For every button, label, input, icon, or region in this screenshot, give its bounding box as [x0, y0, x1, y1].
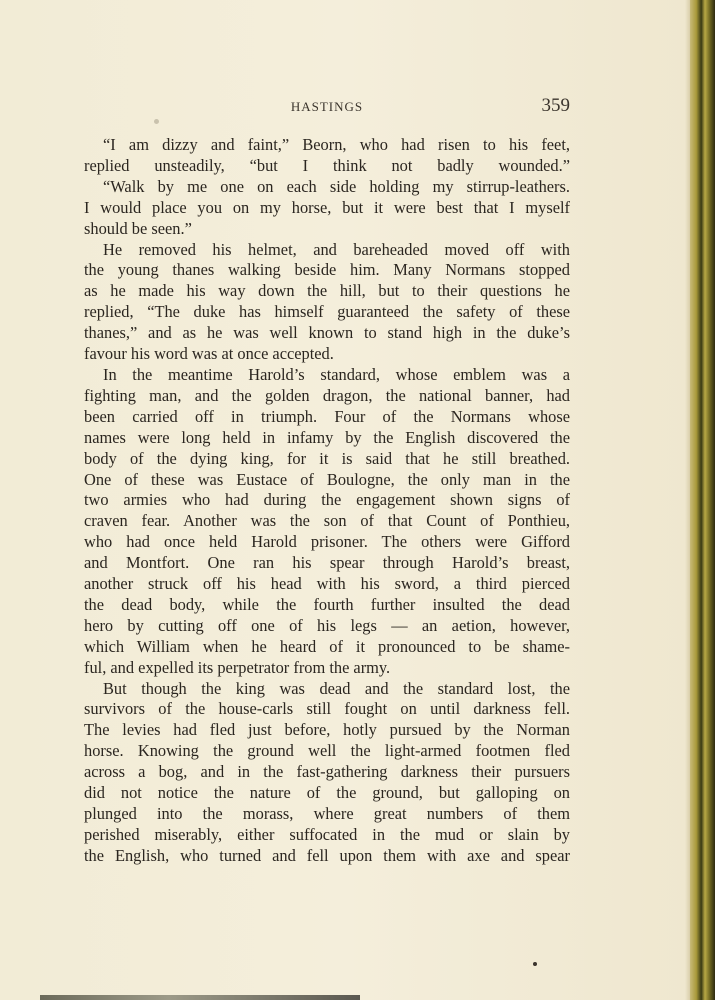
ink-speck: [154, 119, 159, 124]
text-line: body of the dying king, for it is said that he still breathed.: [84, 448, 570, 468]
text-line: perished miserably, either suffocated in the mud or slain by: [84, 824, 570, 844]
page-header: [84, 97, 570, 117]
text-line: as he made his way down the hill, but to their questions he: [84, 281, 570, 301]
text-line: hero by cutting off one of his legs — an aetion, however,: [84, 615, 570, 635]
text-line: The levies had fled just before, hotly pursued by the Norman: [84, 720, 570, 740]
text-line: should be seen.”: [84, 218, 192, 238]
text-line: In the meantime Harold’s standard, whose emblem was a: [103, 364, 570, 384]
page-number: 359: [541, 95, 570, 116]
text-line: “Walk by me one on each side holding my stirrup-leathers.: [103, 176, 570, 196]
text-line: across a bog, and in the fast-gathering darkness their pursuers: [84, 762, 570, 782]
text-line: the young thanes walking beside him. Many Normans stopped: [84, 260, 570, 280]
text-line: ful, and expelled its perpetrator from the army.: [84, 657, 391, 677]
text-line: names were long held in infamy by the English discovered the: [84, 427, 570, 447]
text-line: One of these was Eustace of Boulogne, the only man in the: [84, 469, 570, 489]
text-line: two armies who had during the engagement shown signs of: [84, 490, 570, 510]
text-line: But though the king was dead and the standard lost, the: [103, 678, 570, 698]
scan-edge-artifact: [40, 995, 360, 1000]
text-line: fighting man, and the golden dragon, the national banner, had: [84, 385, 570, 405]
text-line: and Montfort. One ran his spear through Harold’s breast,: [84, 553, 570, 573]
text-line: been carried off in triumph. Four of the Normans whose: [84, 406, 570, 426]
text-line: He removed his helmet, and bareheaded moved off with: [103, 239, 570, 259]
text-line: the dead body, while the fourth further insulted the dead: [84, 594, 570, 614]
text-line: did not notice the nature of the ground, but galloping on: [84, 783, 570, 803]
text-line: who had once held Harold prisoner. The others were Gifford: [84, 532, 570, 552]
text-line: survivors of the house-carls still fought on until darkness fell.: [84, 699, 570, 719]
body-text: [84, 135, 570, 867]
text-line: plunged into the morass, where great numbers of them: [84, 804, 570, 823]
text-line: favour his word was at once accepted.: [84, 344, 334, 364]
text-line: horse. Knowing the ground well the light-armed footmen fled: [84, 741, 570, 761]
text-line: another struck off his head with his sword, a third pierced: [84, 574, 570, 594]
text-line: I would place you on my horse, but it were best that I myself: [84, 197, 570, 217]
text-line: thanes,” and as he was well known to stand high in the duke’s: [84, 323, 570, 343]
running-head: HASTINGS: [290, 99, 364, 114]
text-line: “I am dizzy and faint,” Beorn, who had risen to his feet,: [103, 135, 570, 154]
text-line: the English, who turned and fell upon them with axe and spear: [84, 845, 570, 865]
text-line: replied unsteadily, “but I think not badly wounded.”: [84, 155, 570, 175]
book-spine: [690, 0, 715, 1000]
ink-speck: [533, 962, 537, 966]
text-line: craven fear. Another was the son of that Count of Ponthieu,: [84, 511, 570, 531]
text-line: replied, “The duke has himself guaranteed the safety of these: [84, 302, 570, 322]
text-line: which William when he heard of it pronounced to be shame-: [84, 636, 570, 656]
